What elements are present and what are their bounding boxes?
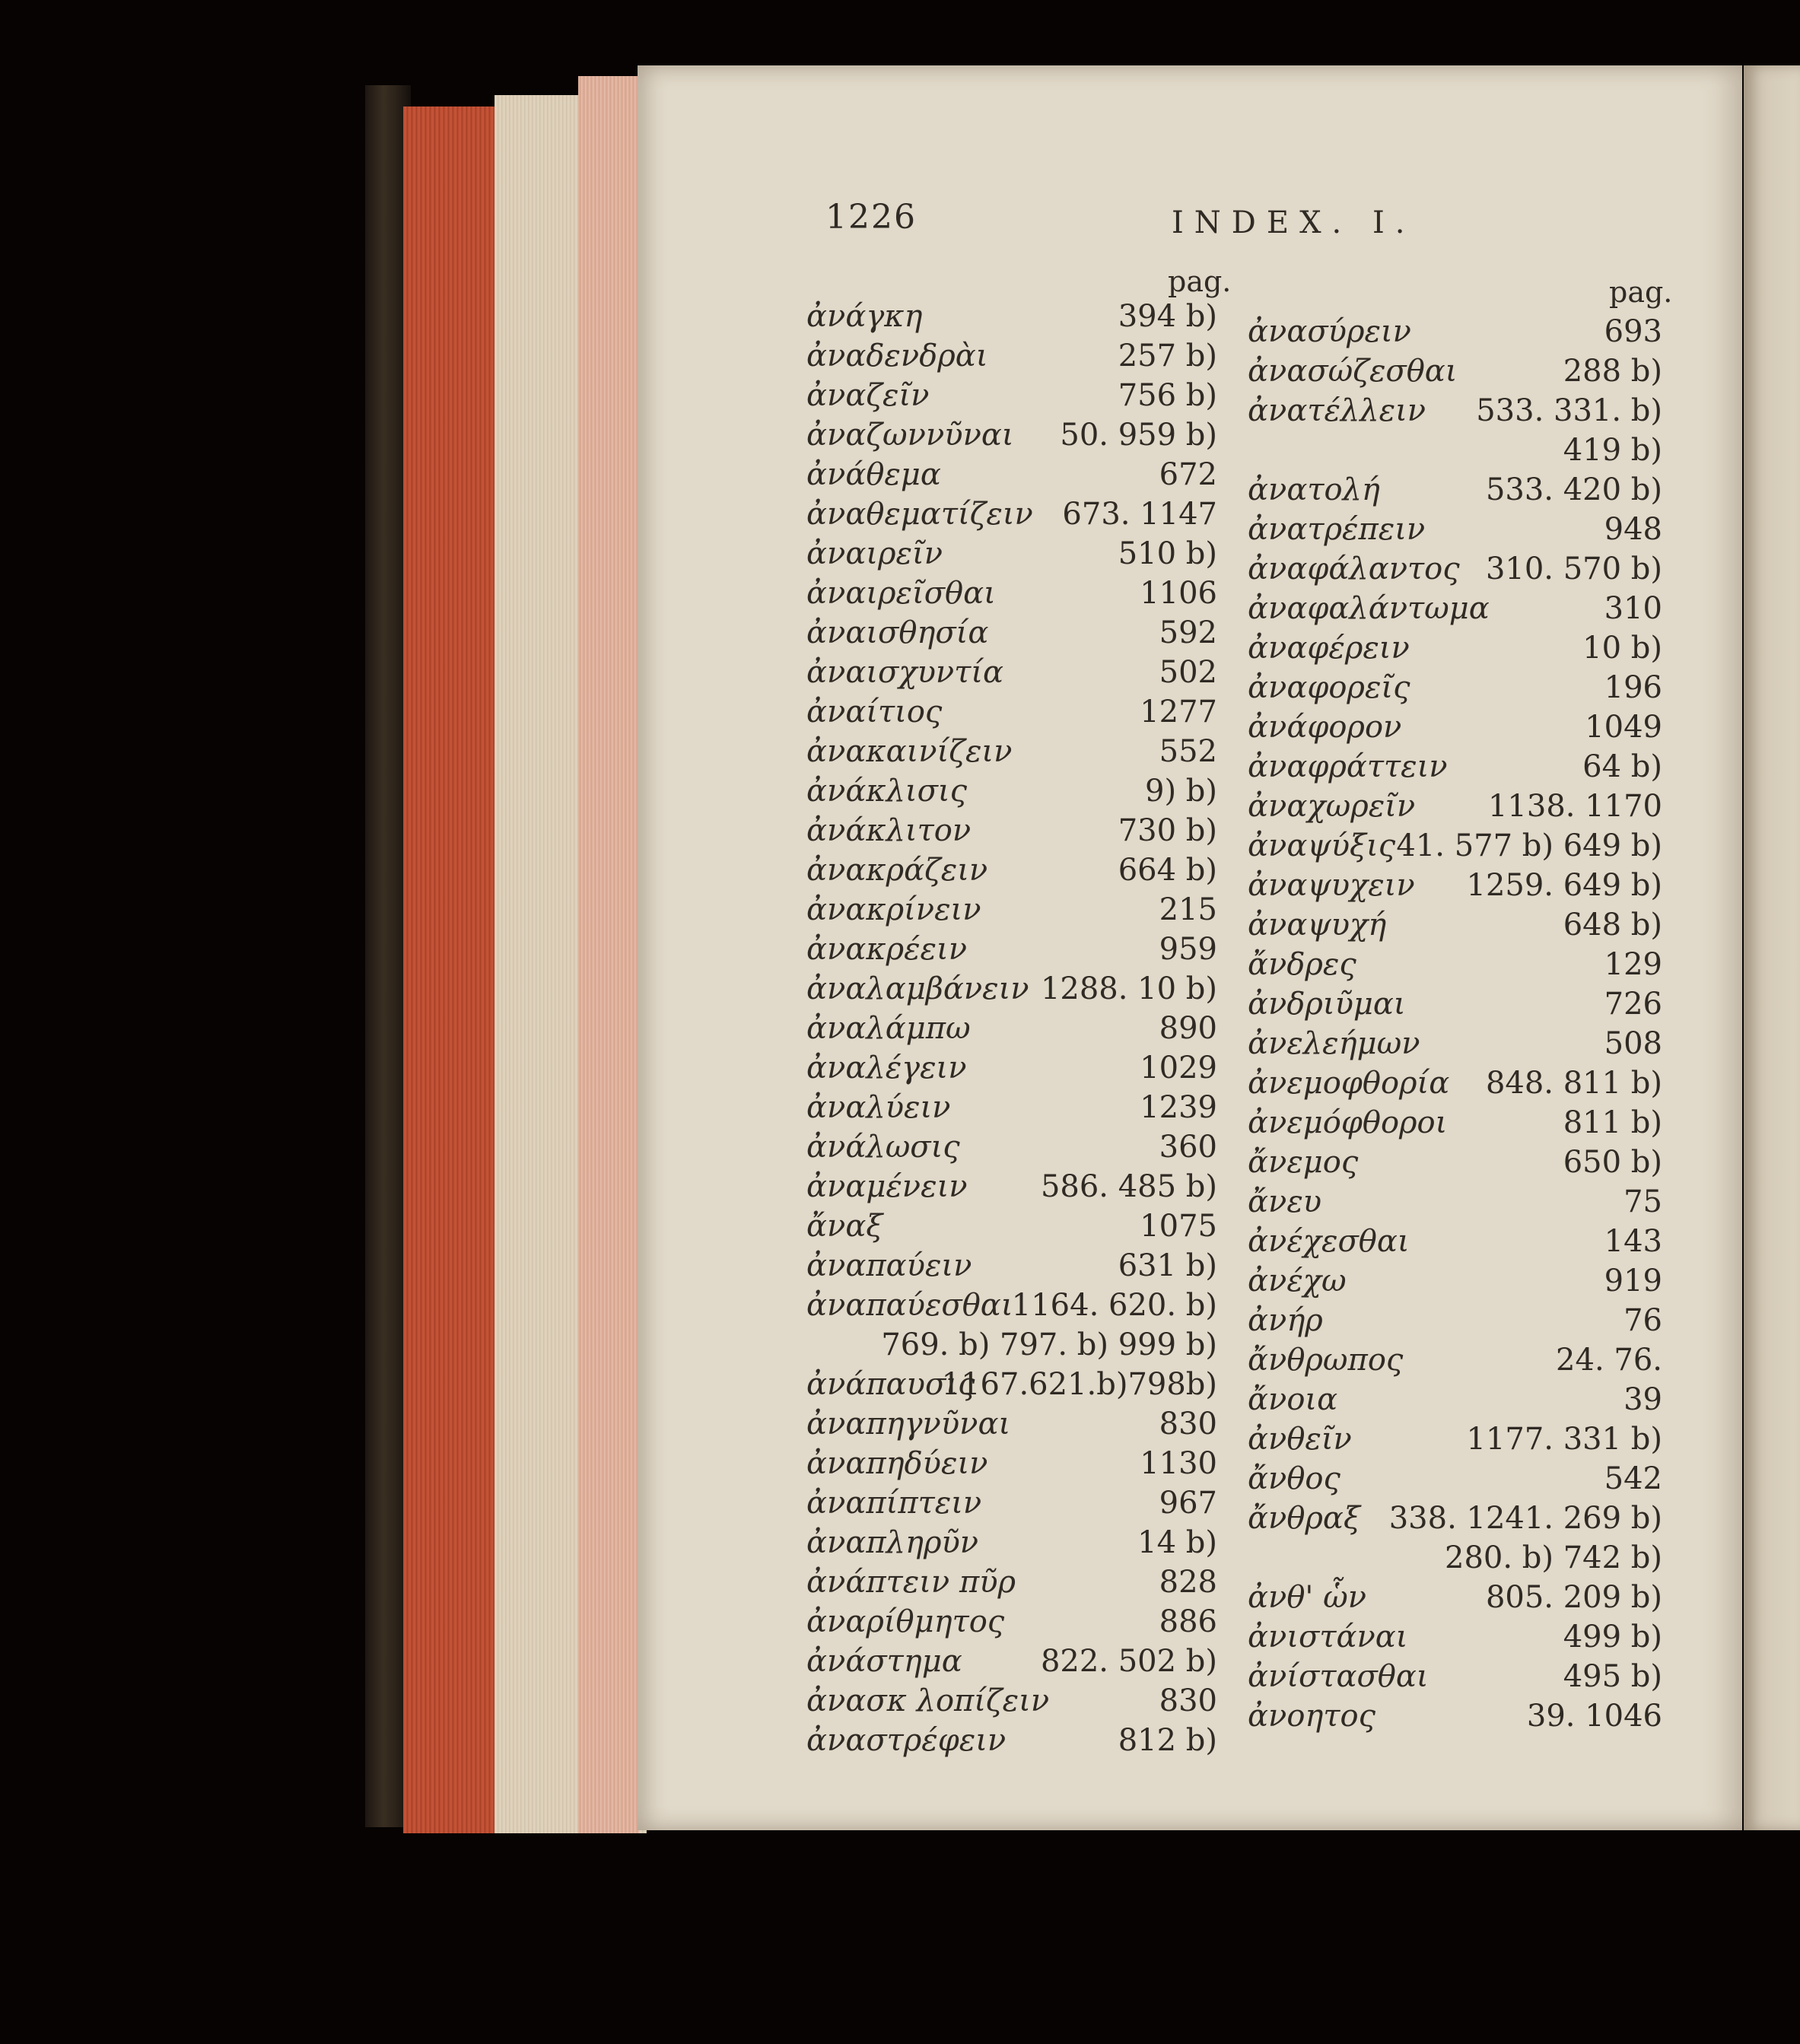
page-reference: 9) b) — [1145, 774, 1217, 809]
index-term: ἀναπαύειν — [806, 1248, 972, 1283]
index-term: ἀνατέλλειν — [1248, 393, 1426, 428]
index-entry — [806, 850, 1217, 890]
index-term: ἄνεμος — [1248, 1145, 1359, 1180]
index-term: ἄνθος — [1248, 1461, 1340, 1496]
page-reference: 822. 502 b) — [1040, 1644, 1217, 1679]
index-term: ἀναπληρῦν — [806, 1525, 979, 1560]
index-entry — [1248, 1024, 1662, 1063]
page-reference: 39. 1046 — [1526, 1699, 1662, 1734]
page-reference: 360 — [1159, 1130, 1217, 1165]
index-entry — [1248, 1419, 1662, 1459]
page-reference: 502 — [1159, 655, 1217, 690]
index-entry — [1248, 312, 1662, 351]
index-term: ἀναπηγνῦναι — [806, 1407, 1011, 1442]
index-entry — [1248, 1696, 1662, 1736]
index-term: ἀνάγκη — [806, 299, 923, 334]
index-term: ἀνίστασθαι — [1248, 1659, 1429, 1694]
index-entry — [806, 1721, 1217, 1760]
page-reference: 1075 — [1140, 1209, 1217, 1244]
facing-page-edge — [1744, 65, 1800, 1830]
page-reference: 1259. 649 b) — [1466, 868, 1662, 903]
index-entry — [1248, 1459, 1662, 1499]
right-column-label: pag. — [1609, 275, 1673, 309]
page-edges-pink — [578, 76, 639, 1833]
index-entry — [1248, 1657, 1662, 1696]
page-reference: 886 — [1159, 1604, 1217, 1639]
index-entry — [1248, 1063, 1662, 1103]
page-reference: 730 b) — [1118, 813, 1217, 848]
page-reference: 650 b) — [1563, 1145, 1662, 1180]
index-entry — [1248, 945, 1662, 984]
page-reference: 288 b) — [1563, 354, 1662, 389]
index-entry — [1248, 1340, 1662, 1380]
index-term: ἀναλαμβάνειν — [806, 971, 1029, 1006]
index-entry — [806, 930, 1217, 969]
index-entry — [806, 1009, 1217, 1048]
index-term: ἀνακρίνειν — [806, 892, 981, 927]
index-term: ἀνεμόφθοροι — [1248, 1105, 1448, 1140]
index-term: ἀναλύειν — [806, 1090, 951, 1125]
index-term: ἀναμένειν — [806, 1169, 968, 1204]
index-term: ἀνοητος — [1248, 1699, 1375, 1734]
page-edges-red — [403, 106, 502, 1833]
index-term: ἀνέχω — [1248, 1264, 1347, 1299]
index-entry — [806, 771, 1217, 811]
page-reference: 648 b) — [1563, 908, 1662, 943]
index-entry — [806, 1206, 1217, 1246]
page-reference: 10 b) — [1582, 631, 1662, 666]
index-entry — [1248, 470, 1662, 510]
index-entry — [1248, 1261, 1662, 1301]
page-reference: 129 — [1604, 947, 1662, 982]
page-reference: 64 b) — [1582, 749, 1662, 784]
index-entry — [806, 1602, 1217, 1642]
index-term: ἀναζωννῦναι — [806, 418, 1014, 453]
page-reference: 280. b) 742 b) — [1445, 1540, 1662, 1575]
page-reference: 1029 — [1140, 1051, 1217, 1086]
index-term: ἀνελεήμων — [1248, 1026, 1420, 1061]
index-term: ἀνιστάναι — [1248, 1620, 1408, 1655]
index-term: ἄνοια — [1248, 1382, 1338, 1417]
page-reference: 1277 — [1140, 695, 1217, 730]
index-term: ἀνέχεσθαι — [1248, 1224, 1410, 1259]
index-entry — [806, 1365, 1217, 1404]
index-term: ἀνάκλιτον — [806, 813, 972, 848]
index-entry — [806, 1048, 1217, 1088]
page-reference: 830 — [1159, 1407, 1217, 1442]
index-term: ἄνευ — [1248, 1184, 1322, 1219]
page-reference: 499 b) — [1563, 1620, 1662, 1655]
index-term: ἀνεμοφθορία — [1248, 1066, 1450, 1101]
index-entry — [806, 1681, 1217, 1721]
index-term: ἀνασκ λοπίζειν — [806, 1683, 1050, 1718]
page-reference: 948 — [1604, 512, 1662, 547]
index-term: ἀναδενδρὰι — [806, 339, 988, 374]
page-reference: 1239 — [1140, 1090, 1217, 1125]
index-term: ἀναίτιος — [806, 695, 943, 730]
index-term: ἀναφράττειν — [1248, 749, 1448, 784]
index-entry — [806, 1286, 1217, 1325]
index-entry — [1248, 905, 1662, 945]
page-reference: 310. 570 b) — [1485, 552, 1662, 586]
index-entry — [806, 1523, 1217, 1562]
index-term: ἀνατρέπειν — [1248, 512, 1426, 547]
page-reference: 1164. 620. b) — [1011, 1288, 1217, 1323]
page-reference: 338. 1241. 269 b) — [1388, 1501, 1662, 1536]
index-term: ἀνάφορον — [1248, 710, 1402, 745]
index-term: ἀνδριῦμαι — [1248, 987, 1406, 1022]
index-term: ἀνασώζεσθαι — [1248, 354, 1458, 389]
index-term: ἀνθεῖν — [1248, 1422, 1352, 1457]
index-entry — [806, 415, 1217, 455]
index-entry — [1248, 1578, 1662, 1617]
index-entry — [1248, 1143, 1662, 1182]
index-entry — [806, 376, 1217, 415]
index-term: ἀναφάλαντος — [1248, 552, 1460, 586]
index-entry — [806, 613, 1217, 653]
page-reference: 726 — [1604, 987, 1662, 1022]
index-entry — [1248, 1499, 1662, 1538]
page-reference: 533. 420 b) — [1485, 472, 1662, 507]
page-reference: 495 b) — [1563, 1659, 1662, 1694]
index-entry — [1248, 1222, 1662, 1261]
page-reference: 1138. 1170 — [1487, 789, 1662, 824]
page-reference: 508 — [1604, 1026, 1662, 1061]
index-entry — [1248, 707, 1662, 747]
index-term: ἄνδρες — [1248, 947, 1356, 982]
index-entry — [806, 534, 1217, 574]
index-entry — [1248, 1301, 1662, 1340]
index-term: ἀνήρ — [1248, 1303, 1323, 1338]
index-entry — [806, 1088, 1217, 1127]
index-entry — [806, 1246, 1217, 1286]
index-entry — [1248, 1380, 1662, 1419]
index-entry — [1248, 668, 1662, 707]
index-term: ἀναλάμπω — [806, 1011, 971, 1046]
index-term: ἄνθραξ — [1248, 1501, 1360, 1536]
index-entry — [806, 297, 1217, 336]
page-reference: 592 — [1159, 615, 1217, 650]
index-entry — [1248, 549, 1662, 589]
index-entry — [806, 494, 1217, 534]
index-entry — [806, 653, 1217, 692]
index-term: ἀνακράζειν — [806, 853, 988, 888]
page-reference: 1106 — [1140, 576, 1217, 611]
index-term: ἀναισχυντία — [806, 655, 1004, 690]
page-reference: 673. 1147 — [1062, 497, 1217, 532]
index-entry — [1248, 589, 1662, 628]
page-reference: 14 b) — [1137, 1525, 1217, 1560]
index-entry — [1248, 391, 1662, 431]
running-title: INDEX. I. — [1172, 205, 1416, 240]
index-term: ἀναζεῖν — [806, 378, 930, 413]
page-reference: 693 — [1604, 314, 1662, 349]
index-entry — [806, 1167, 1217, 1206]
index-term: ἀναστρέφειν — [806, 1723, 1007, 1758]
page-reference: 196 — [1604, 670, 1662, 705]
page-reference: 75 — [1623, 1184, 1662, 1219]
page-reference: 1167.621.b)798b) — [941, 1367, 1217, 1402]
index-term: ἀναφέρειν — [1248, 631, 1410, 666]
page-reference: 848. 811 b) — [1485, 1066, 1662, 1101]
index-entry — [806, 692, 1217, 732]
page-reference: 257 b) — [1118, 339, 1217, 374]
page-reference: 24. 76. — [1556, 1343, 1662, 1378]
index-entry — [1248, 787, 1662, 826]
index-term: ἀνάθεμα — [806, 457, 941, 492]
index-term: ἀνάστημα — [806, 1644, 962, 1679]
index-term: ἀναισθησία — [806, 615, 989, 650]
index-entry — [1248, 1182, 1662, 1222]
page-reference: 50. 959 b) — [1060, 418, 1217, 453]
index-entry — [806, 1404, 1217, 1444]
index-term: ἀνάπτειν πῦρ — [806, 1565, 1016, 1600]
index-term: ἀναλέγειν — [806, 1051, 967, 1086]
index-entry — [806, 890, 1217, 930]
index-term: ἀνάπαυσις — [806, 1367, 975, 1402]
page-reference: 143 — [1604, 1224, 1662, 1259]
index-term: ἀνασύρειν — [1248, 314, 1411, 349]
index-term: ἀνθ' ὧν — [1248, 1580, 1367, 1615]
page-reference: 664 b) — [1118, 853, 1217, 888]
index-term: ἀναρίθμητος — [806, 1604, 1005, 1639]
index-term: ἀνάκλισις — [806, 774, 967, 809]
page-reference: 510 b) — [1118, 536, 1217, 571]
index-term: ἀναπηδύειν — [806, 1446, 988, 1481]
page-reference: 812 b) — [1118, 1723, 1217, 1758]
index-entry — [806, 811, 1217, 850]
index-entry — [1248, 1103, 1662, 1143]
index-entry — [806, 1562, 1217, 1602]
page-reference: 39 — [1623, 1382, 1662, 1417]
page-reference: 542 — [1604, 1461, 1662, 1496]
index-entry — [1248, 747, 1662, 787]
page-reference: 769. b) 797. b) 999 b) — [881, 1327, 1217, 1362]
index-entry — [806, 1444, 1217, 1483]
page-reference: 756 b) — [1118, 378, 1217, 413]
index-term: ἀναχωρεῖν — [1248, 789, 1416, 824]
page-reference: 967 — [1159, 1486, 1217, 1521]
index-entry — [1248, 1538, 1662, 1578]
page-reference: 631 b) — [1118, 1248, 1217, 1283]
page-reference: 1177. 331 b) — [1466, 1422, 1662, 1457]
index-term: ἀναθεματίζειν — [806, 497, 1033, 532]
page-reference: 215 — [1159, 892, 1217, 927]
index-entry — [1248, 510, 1662, 549]
index-term: ἄνθρωπος — [1248, 1343, 1404, 1378]
page-reference: 811 b) — [1563, 1105, 1662, 1140]
index-term: ἀναψυχειν — [1248, 868, 1415, 903]
index-term: ἀναπαύεσθαι — [806, 1288, 1013, 1323]
index-term: ἀνακρέειν — [806, 932, 968, 967]
page-number: 1226 — [825, 198, 917, 237]
page-reference: 419 b) — [1563, 433, 1662, 468]
index-term: ἀνάλωσις — [806, 1130, 960, 1165]
page-reference: 533. 331. b) — [1476, 393, 1662, 428]
index-term: ἄναξ — [806, 1209, 883, 1244]
index-entry — [1248, 826, 1662, 866]
index-entry — [806, 1642, 1217, 1681]
page-reference: 672 — [1159, 457, 1217, 492]
page-reference: 41. 577 b) 649 b) — [1396, 828, 1662, 863]
page-reference: 1130 — [1140, 1446, 1217, 1481]
page-reference: 830 — [1159, 1683, 1217, 1718]
index-entry — [1248, 628, 1662, 668]
page-reference: 586. 485 b) — [1040, 1169, 1217, 1204]
page-reference: 805. 209 b) — [1485, 1580, 1662, 1615]
index-term: ἀναιρεῖσθαι — [806, 576, 996, 611]
index-term: ἀναφορεῖς — [1248, 670, 1410, 705]
page-reference: 890 — [1159, 1011, 1217, 1046]
index-entry — [1248, 1617, 1662, 1657]
index-term: ἀναψύξις — [1248, 828, 1396, 863]
index-term: ἀναφαλάντωμα — [1248, 591, 1490, 626]
page-reference: 919 — [1604, 1264, 1662, 1299]
index-entry — [806, 574, 1217, 613]
page-reference: 1288. 10 b) — [1040, 971, 1217, 1006]
index-entry — [1248, 866, 1662, 905]
index-entry — [806, 1483, 1217, 1523]
page-reference: 394 b) — [1118, 299, 1217, 334]
index-entry — [806, 455, 1217, 494]
page-reference: 828 — [1159, 1565, 1217, 1600]
index-entry — [806, 336, 1217, 376]
page-reference: 76 — [1623, 1303, 1662, 1338]
index-entry — [806, 732, 1217, 771]
index-term: ἀνακαινίζειν — [806, 734, 1013, 769]
index-entry — [806, 1127, 1217, 1167]
index-entry — [1248, 431, 1662, 470]
index-term: ἀναιρεῖν — [806, 536, 943, 571]
index-entry — [806, 1325, 1217, 1365]
index-entry — [1248, 984, 1662, 1024]
index-term: ἀνατολή — [1248, 472, 1380, 507]
page-reference: 552 — [1159, 734, 1217, 769]
index-term: ἀναπίπτειν — [806, 1486, 982, 1521]
page-reference: 310 — [1604, 591, 1662, 626]
page-reference: 959 — [1159, 932, 1217, 967]
left-column-label: pag. — [1168, 265, 1232, 298]
index-entry — [1248, 351, 1662, 391]
index-entry — [806, 969, 1217, 1009]
index-term: ἀναψυχή — [1248, 908, 1387, 943]
page-reference: 1049 — [1585, 710, 1662, 745]
